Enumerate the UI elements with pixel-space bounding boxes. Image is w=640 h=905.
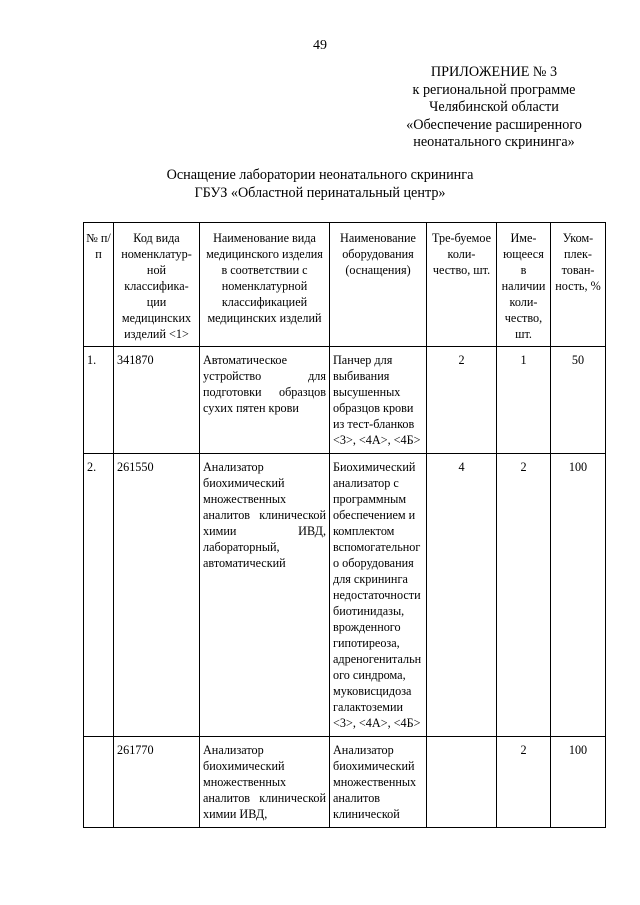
cell-num: 1. [84,347,114,454]
header-equipment: Наименование оборудования (оснащения) [330,223,427,347]
cell-available: 2 [497,737,551,828]
cell-code: 341870 [114,347,200,454]
cell-completeness: 50 [551,347,606,454]
cell-num [84,737,114,828]
appendix-line: «Обеспечение расширенного [406,116,582,133]
cell-required: 2 [427,347,497,454]
header-available: Име-ющееся в наличии коли-чество, шт. [497,223,551,347]
cell-completeness: 100 [551,454,606,737]
header-completeness: Уком-плек-тован-ность, % [551,223,606,347]
document-title [0,166,640,202]
table-row [84,347,606,454]
title-line: ГБУЗ «Областной перинатальный центр» [194,185,446,201]
cell-equipment: Панчер для выбивания высушенных образцов крови из тест-бланков <3>, <4А>, <4Б> [330,347,427,454]
table-row [84,454,606,737]
cell-code: 261550 [114,454,200,737]
cell-completeness: 100 [551,737,606,828]
header-code: Код вида номенклатур-ной классифика-ции медицинских изделий <1> [114,223,200,347]
appendix-line: к региональной программе [412,81,576,98]
cell-num: 2. [84,454,114,737]
cell-device-name: Автоматическое устройство для подготовки образцов сухих пятен крови [200,347,330,454]
appendix-line: неонатального скрининга» [413,134,575,150]
cell-required [427,737,497,828]
table-header-row [84,223,606,347]
cell-required: 4 [427,454,497,737]
table-row [84,737,606,828]
title-line: Оснащение лаборатории неонатального скрининга [166,167,474,183]
cell-device-name: Анализатор биохимический множественных аналитов клинической химии ИВД, [200,737,330,828]
cell-code: 261770 [114,737,200,828]
equipment-table [83,222,606,828]
header-device-name: Наименование вида медицинского изделия в соответствии с номенклатурной классификацией медицинских изделий [200,223,330,347]
cell-available: 2 [497,454,551,737]
page-number: 49 [313,38,327,53]
cell-available: 1 [497,347,551,454]
appendix-line: ПРИЛОЖЕНИЕ № 3 [430,64,558,80]
appendix-line: Челябинской области [429,99,559,115]
cell-equipment: Анализатор биохимический множественных аналитов клинической [330,737,427,828]
cell-device-name: Анализатор биохимический множественных аналитов клинической химии ИВД, лабораторный, автоматический [200,454,330,737]
header-required: Тре-буемое коли-чество, шт. [427,223,497,347]
cell-equipment: Биохимический анализатор с программным обеспечением и комплектом вспомогательног о оборудования для скрининга недостаточности биотинидазы, врожденного гипотиреоза, адреногенитальн ого синдрома, муковисцидоза галактоземии <3>, <4А>, <4Б> [330,454,427,737]
appendix-header [370,64,618,152]
header-num: № п/п [84,223,114,347]
